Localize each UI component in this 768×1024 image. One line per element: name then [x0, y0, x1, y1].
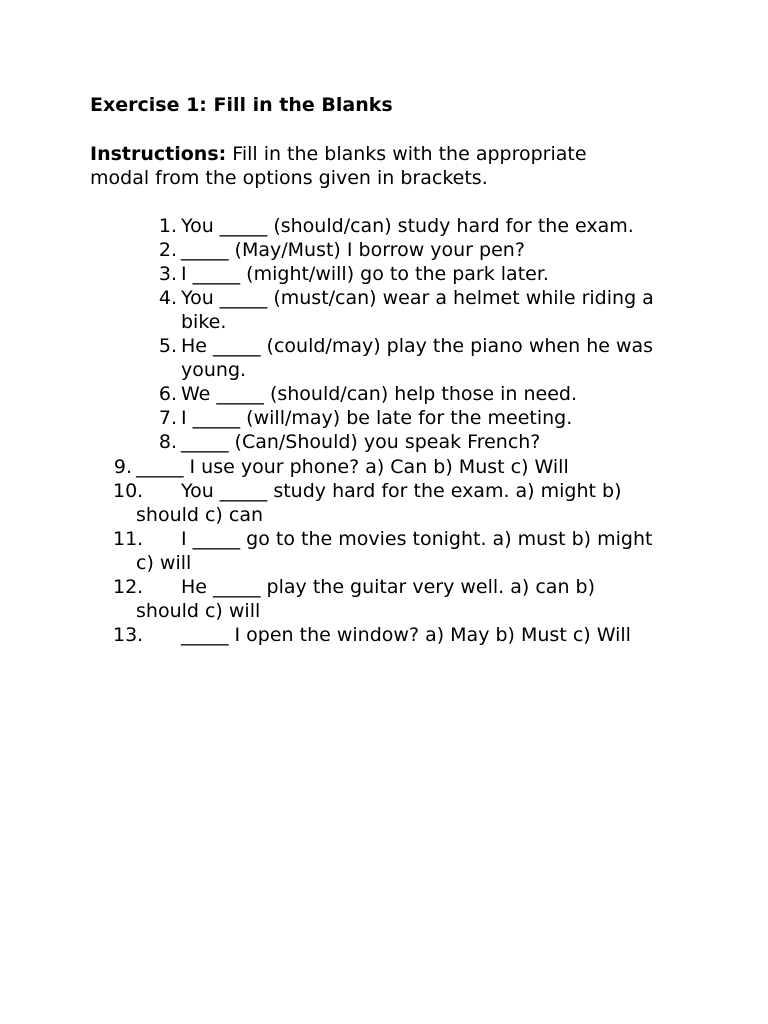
item-number: 8.: [158, 431, 177, 453]
item-text: _____ I open the window? a) May b) Must c) Will: [181, 624, 631, 646]
item-text: You _____ study hard for the exam. a) might b) should c) can: [136, 480, 622, 526]
instructions-label: Instructions:: [90, 143, 227, 165]
item-number: 4.: [158, 287, 177, 309]
item-number: 5.: [158, 335, 177, 357]
item-text: You _____ (should/can) study hard for the exam.: [181, 215, 634, 237]
item-text: He _____ (could/may) play the piano when he was young.: [181, 335, 654, 381]
instructions-paragraph: [90, 142, 650, 190]
instructions-text: Fill in the blanks with the appropriate modal from the options given in brackets.: [90, 143, 587, 189]
item-text: I _____ (will/may) be late for the meeting.: [181, 407, 573, 429]
item-number: 11.: [113, 528, 144, 550]
list-item: [0, 382, 671, 406]
exercise-list-primary: [0, 214, 768, 454]
list-item: [0, 238, 671, 262]
item-number: 10.: [113, 480, 144, 502]
list-item: [0, 455, 656, 479]
item-number: 9.: [113, 456, 132, 478]
item-text: I _____ go to the movies tonight. a) must b) might c) will: [136, 528, 653, 574]
exercise-title: Exercise 1: Fill in the Blanks: [90, 94, 393, 116]
item-number: 12.: [113, 576, 144, 598]
list-item: [0, 262, 671, 286]
item-number: 3.: [158, 263, 177, 285]
list-item: [0, 214, 671, 238]
item-text: _____ I use your phone? a) Can b) Must c) Will: [136, 456, 569, 478]
item-text: _____ (Can/Should) you speak French?: [181, 431, 541, 453]
item-text: He _____ play the guitar very well. a) can b) should c) will: [136, 576, 596, 622]
list-item: [0, 286, 671, 334]
item-text: _____ (May/Must) I borrow your pen?: [181, 239, 525, 261]
list-item: [0, 623, 656, 647]
item-number: 6.: [158, 383, 177, 405]
item-number: 2.: [158, 239, 177, 261]
list-item: [0, 527, 656, 575]
list-item: [0, 479, 656, 527]
list-item: [0, 430, 671, 454]
list-item: [0, 334, 671, 382]
list-item: [0, 575, 656, 623]
item-text: We _____ (should/can) help those in need.: [181, 383, 578, 405]
item-text: I _____ (might/will) go to the park later.: [181, 263, 549, 285]
exercise-list-secondary: [0, 455, 768, 647]
item-number: 1.: [158, 215, 177, 237]
item-text: You _____ (must/can) wear a helmet while riding a bike.: [181, 287, 654, 333]
item-number: 13.: [113, 624, 144, 646]
list-item: [0, 406, 671, 430]
item-number: 7.: [158, 407, 177, 429]
